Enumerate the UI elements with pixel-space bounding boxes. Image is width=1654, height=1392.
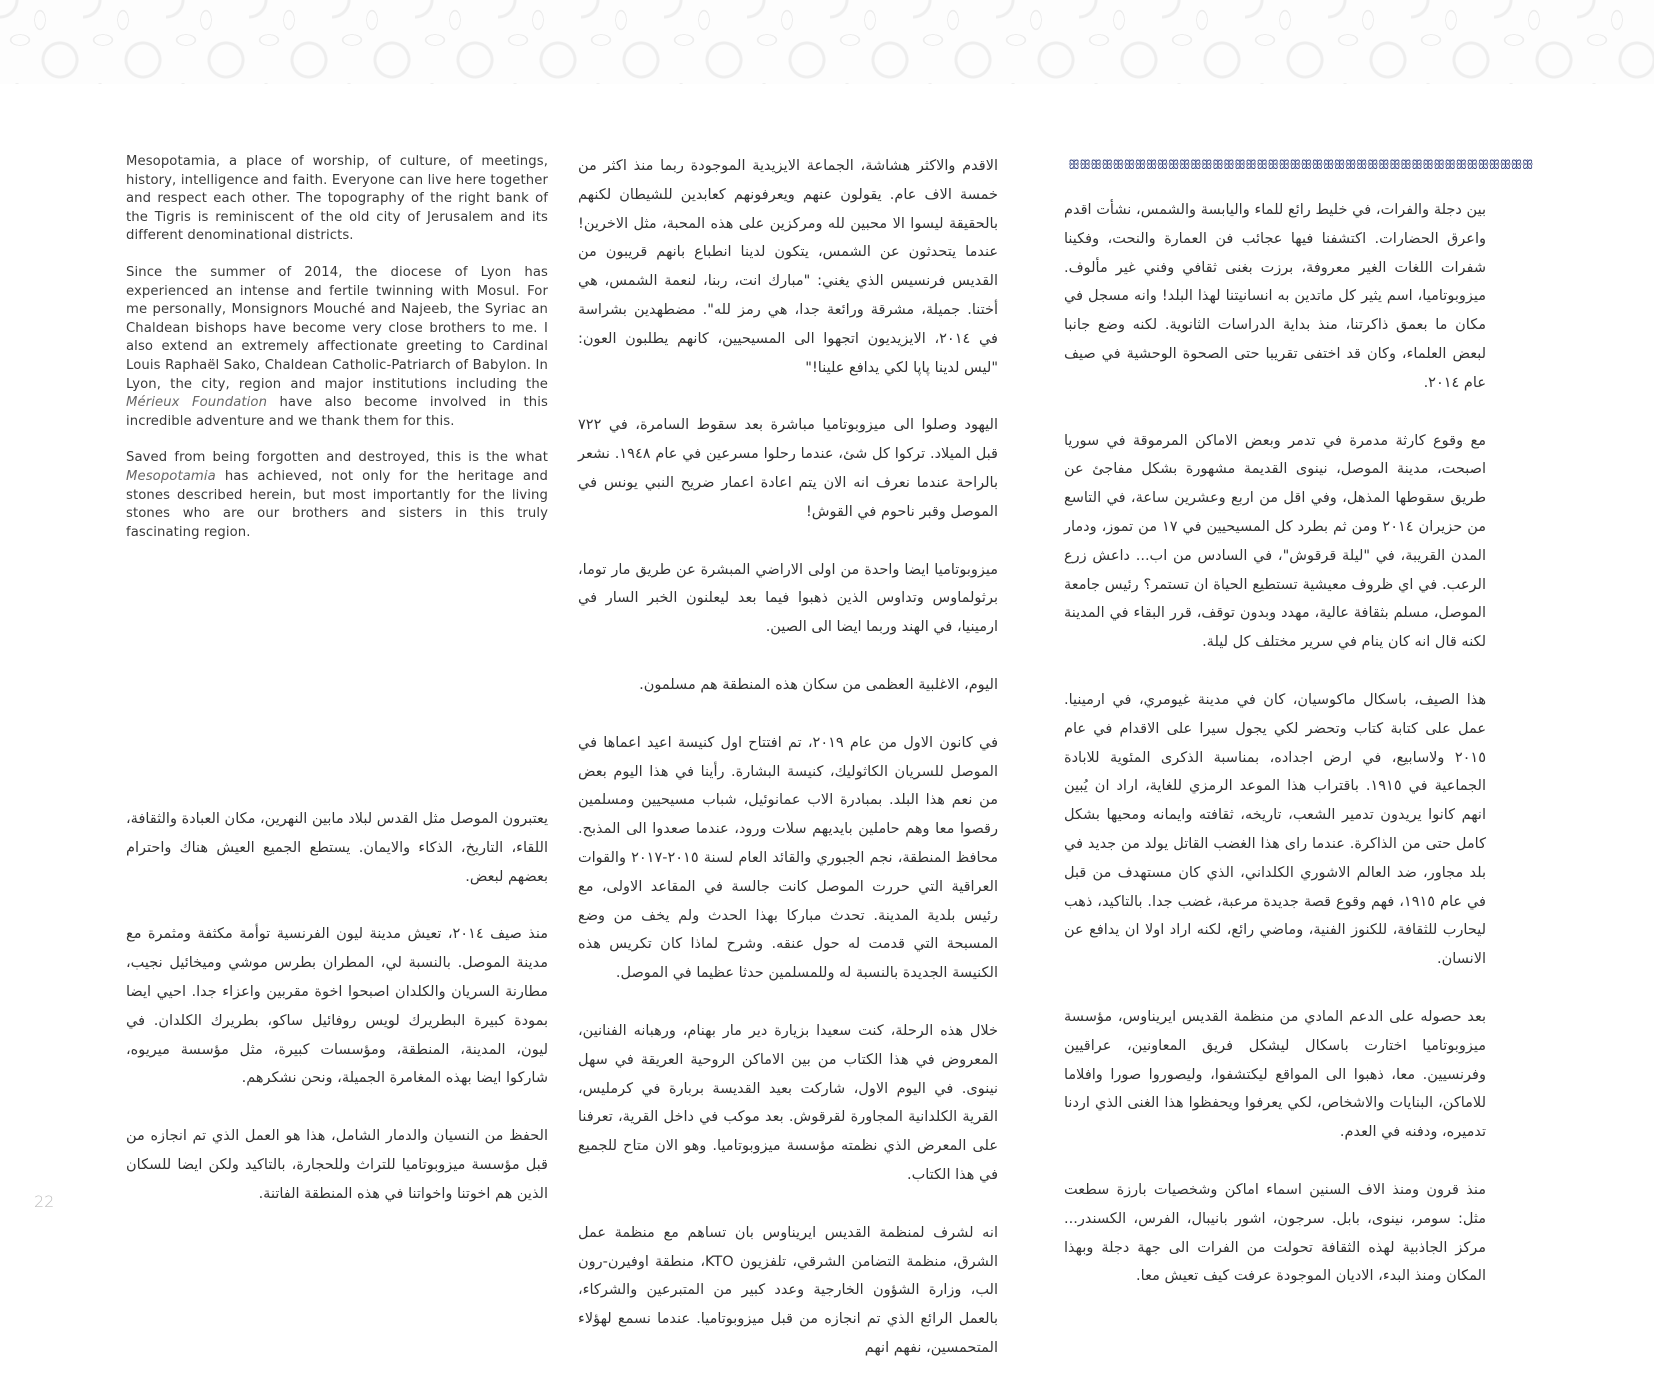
arabic-left-column [126, 805, 548, 1238]
arabic-right-paragraph-1: بين دجلة والفرات، في خليط رائع للماء واليابسة والشمس، نشأت اقدم واعرق الحضارات. اكتشفنا فيها عجائب فن العمارة والنحت، وفكينا شفرات اللغات الغير معروفة، برزت بغنى ثقافي وفني غير مألوف. ميزوبوتاميا، اسم يثير كل ماتدين به انسانيتنا لهذا البلد! وانه مسجل في مكان ما بعمق ذاكرتنا، منذ بداية الدراسات الثانوية. لكنه وضع جانبا لبعض العلماء، وكان قد اختفى تقريبا حتى الصحوة الوحشية في صيف عام ٢٠١٤. [1064, 202, 1486, 391]
english-paragraph-2 [126, 264, 548, 431]
arabic-right-paragraph-3: هذا الصيف، باسكال ماكوسيان، كان في مدينة غيومري، في ارمينيا. عمل على كتابة كتاب وتحضر لكي يجول سيرا على الاقدام في عام ٢٠١٥ ولاسابيع، في ارض اجداده، بمناسبة الذكرى المئوية للابادة الجماعية في ١٩١٥. باقتراب هذا الموعد الرمزي للغاية، اراد ان يُبين انهم كانوا يريدون تدمير الشعب، تاريخه، ثقافته وايمانه ومحيها بشكل كامل حتى من الذاكرة. عندما راى هذا الغضب القاتل يولد من جديد في بلد مجاور، ضد العالم الاشوري الكلداني، الذي كان مستهدف من قبل في عام ١٩١٥، فهم وقوع قصة جديدة مرعبة، غضب جدا. بالتاكيد، ذهب ليحارب للثقافة، للكنوز الفنية، وماضي رائع، لكنه اراد اولا ان يدافع عن الانسان. [1064, 691, 1486, 968]
english-paragraph-3-text-a: Saved from being forgotten and destroyed, this is the what [126, 450, 548, 466]
english-paragraph-3 [126, 449, 548, 542]
page-number: 22 [34, 1192, 55, 1211]
arabic-middle-paragraph-7: انه لشرف لمنظمة القديس ايريناوس بان تساهم مع منظمة عمل الشرق، منظمة التضامن الشرقي، تلفزيون KTO، منطقة اوفيرن-رون الب، وزارة الشؤون الخارجية وعدد كبير من المتبرعين والشركاء، بالعمل الرائع الذي تم انجازه من قبل ميزوبوتاميا. عندما نسمع لهؤلاء المتحمسين، نفهم انهم [578, 1224, 998, 1356]
decorative-pattern-banner [0, 0, 1654, 84]
arabic-middle-paragraph-1: الاقدم والاكثر هشاشة، الجماعة الايزيدية الموجودة ربما منذ اكثر من خمسة الاف عام. يقولون عنهم ويعرفونهم كعابدين للشيطان لكنهم بالحقيقة ليسوا الا محبين لله ومركزين على هذه المحبة، مثل الاخرين! عندما يتحدثون عن الشمس، يتكون لدينا انطباع بانهم قريبون من القديس فرنسيس الذي يغني: "مبارك انت، ربنا، لنعمة الشمس، هي أختنا. جميلة، مشرقة ورائعة جدا، هي رمز لله". مضطهدين بشراسة في ٢٠١٤، الايزيديون اتجهوا الى المسيحيين، كانهم يطلبون العون: "ليس لدينا پاپا لكي يدافع علينا!" [578, 158, 998, 376]
arabic-right-column [1064, 196, 1486, 1320]
arabic-middle-paragraph-3: ميزوبوتاميا ايضا واحدة من اولى الاراضي المبشرة عن طريق مار توما، برثولماوس وتداوس الذين ذهبوا فيما بعد ليعلنون الخبر السار في ارمينيا، في الهند وربما ايضا الى الصين. [578, 561, 998, 636]
english-paragraph-2-text-b: have also become involved in this incredible adventure and we thank them for this. [126, 395, 548, 429]
arabic-right-paragraph-2: مع وقوع كارثة مدمرة في تدمر وبعض الاماكن المرموقة في سوريا اصبحت، مدينة الموصل، نينوى القديمة مشهورة بشكل مفاجئ عن طريق سقوطها المذهل، وفي اقل من اربع وعشرين ساعة، في التاسع من حزيران ٢٠١٤ ومن ثم بطرد كل المسيحيين في ١٧ من تموز، ودمار المدن القريبة، في "ليلة قرقوش"، في السادس من اب... داعش زرع الرعب. في اي ظروف معيشية تستطيع الحياة ان تستمر؟ رئيس جامعة الموصل، مسلم بثقافة عالية، مهدد وبدون توقف، قرر البقاء في المدينة لكنه قال انه كان ينام في سرير مختلف كل ليلة. [1064, 432, 1487, 651]
arabic-middle-paragraph-5: في كانون الاول من عام ٢٠١٩، تم افتتاح اول كنيسة اعيد اعماها في الموصل للسريان الكاثوليك، كنيسة البشارة. رأينا في هذا اليوم بعض من نعم هذا البلد. بمبادرة الاب عمانوئيل، شباب مسيحيين ومسلمين رقصوا معا وهم حاملين بايديهم سلات ورود، عندما صعدوا الى المذبح. محافظ المنطقة، نجم الجبوري والقائد العام لسنة ٢٠١٥-٢٠١٧ والقوات العراقية التي حررت الموصل كانت جالسة في المقاعد الاولى، مع رئيس بلدية المدينة. تحدث مباركا بهذا الحدث ولم يخف من وضع المسبحة التي قدمت له حول عنقه. وشرح لماذا كان تكريس هذه الكنيسة الجديدة بالنسبة له وللمسلمين حدثا عظيما في الموصل. [578, 734, 998, 982]
english-paragraph-3-text-b: has achieved, not only for the heritage and stones described herein, but most importantly for the living stones who are our brothers and sisters in this truly fascinating region. [126, 468, 548, 540]
arabic-right-paragraph-4: بعد حصوله على الدعم المادي من منظمة القديس ايريناوس، مؤسسة ميزوبوتاميا اختارت باسكال ليشكل فريق المعاونين، عراقيين وفرنسيين. معا، ذهبوا الى المواقع ليكتشفوا، وليصوروا صورا وافلاما للاماكن، البنايات والاشخاص، لكي يعرفوا ويحفظوا هذا الغنى الذي اردنا تدميره، ودفنه في العدم. [1064, 1008, 1486, 1141]
arabic-left-paragraph-3: الحفظ من النسيان والدمار الشامل، هذا هو العمل الذي تم انجازه من قبل مؤسسة ميزوبوتاميا للتراث وللحجارة، بالتاكيد ولكن ايضا للسكان الذين هم اخوتنا واخواتنا في هذه المنطقة الفاتنة. [126, 1128, 548, 1202]
arabic-left-paragraph-2: منذ صيف ٢٠١٤، تعيش مدينة ليون الفرنسية توأمة مكثفة ومثمرة مع مدينة الموصل. بالنسبة لي، المطران بطرس موشي وميخائيل نجيب، مطارنة السريان والكلدان اصبحوا اخوة مقربين واعزاء جدا. احيي ايضا بمودة كبيرة البطريرك لويس روفائيل ساكو، بطريرك الكلدان. في ليون، المدينة، المنطقة، ومؤسسات كبيرة، مثل مؤسسة ميريوه، شاركوا ايضا بهذه المغامرة الجميلة، ونحن نشكرهم. [126, 926, 548, 1087]
merieux-foundation-emphasis: Mérieux Foundation [126, 395, 268, 411]
mesopotamia-emphasis: Mesopotamia [126, 468, 216, 484]
arabic-middle-paragraph-4: اليوم، الاغلبية العظمى من سكان هذه المنطقة هم مسلمون. [639, 676, 998, 693]
arabic-middle-column [578, 152, 998, 1392]
english-paragraph-2-text-a: Since the summer of 2014, the diocese of Lyon has experienced an intense and fertile twinning with Mosul. For me personally, Monsignors Mouché and Najeeb, the Syriac an Chaldean bishops have become very close brothers to me. I also extend an extremely affectionate greeting to Cardinal Louis Raphaël Sako, Chaldean Catholic-Patriarch of Babylon. In Lyon, the city, region and major institutions including the [126, 264, 548, 392]
english-paragraph-1: Mesopotamia, a place of worship, of culture, of meetings, history, intelligence and faith. Everyone can live here together and respect each other. The topography of the right bank of the Tigris is reminiscent of the old city of Jerusalem and its different denominational districts. [126, 154, 548, 244]
arabic-middle-paragraph-2: اليهود وصلوا الى ميزوبوتاميا مباشرة بعد سقوط السامرة، في ٧٢٢ قبل الميلاد. تركوا كل شئ، عندما رحلوا مسرعين في عام ١٩٤٨. نشعر بالراحة عندما نعرف انه الان يتم اعادة اعمار ضريح النبي يونس في الموصل وقبر ناحوم في القوش! [578, 417, 998, 520]
english-column [126, 153, 548, 560]
ornamental-border-icon: ꕥꕥꕥꕥꕥꕥꕥꕥꕥꕥꕥꕥꕥꕥꕥꕥꕥꕥꕥꕥꕥꕥꕥꕥꕥꕥꕥꕥꕥꕥꕥꕥꕥꕥꕥꕥꕥꕥꕥꕥꕥꕥ [1068, 158, 1533, 173]
arabic-middle-paragraph-6: خلال هذه الرحلة، كنت سعيدا بزيارة دير مار بهنام، ورهبانه الفنانين، المعروض في هذا الكتاب من بين الاماكن الروحية العريقة في سهل نينوى. في اليوم الاول، شاركت بعيد القديسة بربارة في كرمليس، القرية الكلدانية المجاورة لقرقوش. بعد موكب في داخل القرية، تعرفنا على المعرض الذي نظمته مؤسسة ميزوبوتاميا. وهو الان متاح للجميع في هذا الكتاب. [578, 1022, 998, 1183]
arabic-left-paragraph-1: يعتبرون الموصل مثل القدس لبلاد مابين النهرين، مكان العبادة والثقافة، اللقاء، التاريخ، الذكاء والايمان. يستطع الجميع العيش هناك واحترام بعضهم لبعض. [126, 811, 548, 885]
arabic-right-paragraph-5: منذ قرون ومنذ الاف السنين اسماء اماكن وشخصيات بارزة سطعت مثل: سومر، نينوى، بابل. سرجون، اشور بانيبال، الفرس، الكسندر... مركز الجاذبية لهذه الثقافة تحولت من الفرات الى جهة دجلة وبهذا المكان ومنذ البدء، الاديان الموجودة عرفت كيف تعيش معا. [1064, 1181, 1486, 1285]
